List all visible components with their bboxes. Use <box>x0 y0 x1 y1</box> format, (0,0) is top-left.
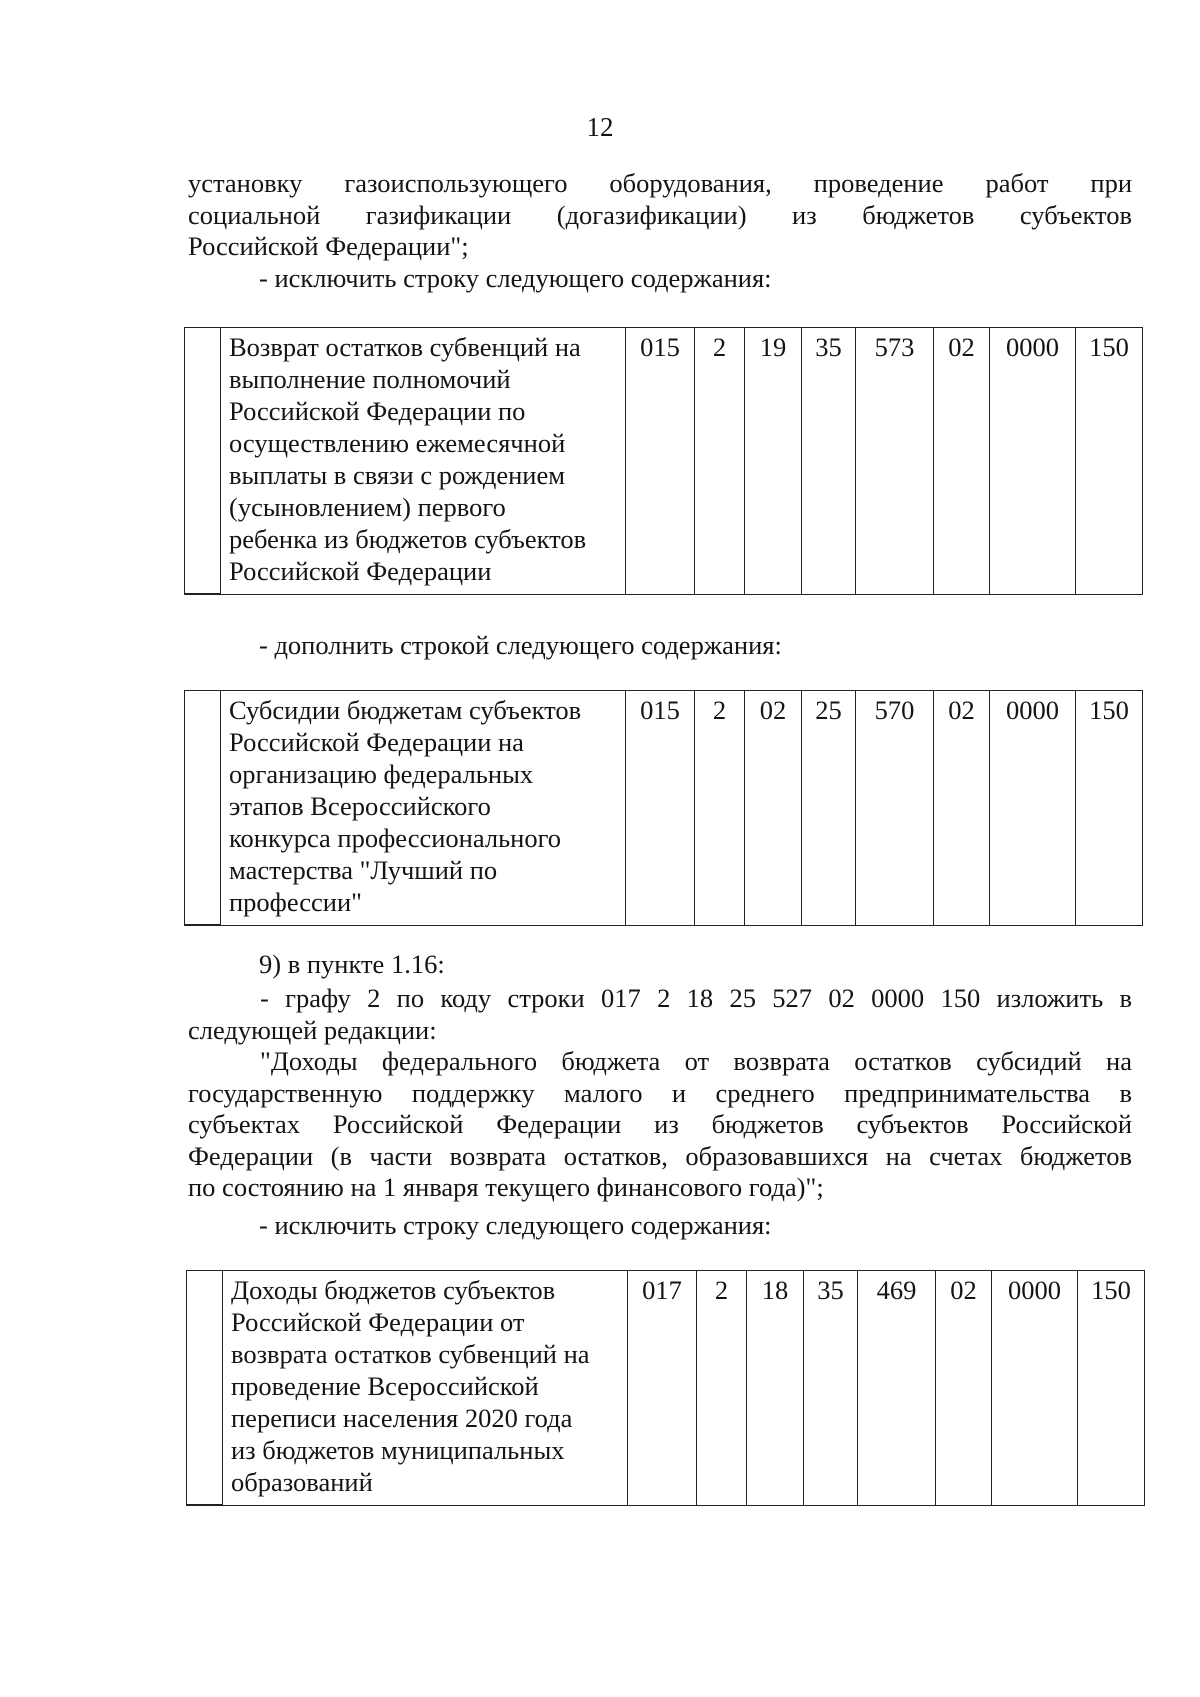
budget-table-3 <box>186 1270 1145 1506</box>
code-cell: 35 <box>804 1271 858 1506</box>
name-line: переписи населения 2020 года <box>231 1403 573 1433</box>
code-cell: 150 <box>1076 691 1143 926</box>
code-cell: 0000 <box>992 1271 1078 1506</box>
code-cell: 017 <box>628 1271 697 1506</box>
code-cell: 02 <box>745 691 802 926</box>
section9-paragraph <box>188 983 1132 1204</box>
code-cell: 573 <box>856 328 934 595</box>
name-line: профессии" <box>229 887 362 917</box>
name-line: образований <box>231 1467 373 1497</box>
instruction-append: - дополнить строкой следующего содержания: <box>259 630 782 660</box>
name-line: проведение Всероссийской <box>231 1371 539 1401</box>
code-cell: 570 <box>856 691 934 926</box>
graph-line: - графу 2 по коду строки 017 2 18 25 527 02 0000 150 изложить в <box>260 983 1132 1013</box>
code-cell: 35 <box>802 328 856 595</box>
code-cell: 0000 <box>990 328 1076 595</box>
name-line: Российской Федерации по <box>229 396 526 426</box>
quote-line: Федерации (в части возврата остатков, образовавшихся на счетах бюджетов <box>188 1140 1132 1171</box>
table-row <box>185 328 1143 595</box>
code-cell: 02 <box>936 1271 992 1506</box>
name-line: мастерства "Лучший по <box>229 855 498 885</box>
code-cell: 2 <box>695 691 745 926</box>
name-line: этапов Всероссийского <box>229 791 491 821</box>
name-line: выплаты в связи с рождением <box>229 460 566 490</box>
intro-line: социальной газификации (догазификации) из бюджетов субъектов <box>188 199 1132 230</box>
name-line: Возврат остатков субвенций на <box>229 332 581 362</box>
table-row <box>185 691 1143 926</box>
code-cell: 015 <box>626 328 695 595</box>
code-cell: 0000 <box>990 691 1076 926</box>
code-cell: 150 <box>1076 328 1143 595</box>
name-line: выполнение полномочий <box>229 364 511 394</box>
quote-line: "Доходы федерального бюджета от возврата остатков субсидий на <box>260 1046 1132 1076</box>
name-line: возврата остатков субвенций на <box>231 1339 590 1369</box>
code-cell: 19 <box>745 328 802 595</box>
blank-cell <box>185 328 221 595</box>
page-number: 12 <box>586 112 614 142</box>
name-line: осуществлению ежемесячной <box>229 428 566 458</box>
code-cell: 2 <box>695 328 745 595</box>
budget-table-2 <box>184 690 1143 926</box>
graph-line: следующей редакции: <box>188 1014 437 1045</box>
code-cell: 469 <box>858 1271 936 1506</box>
intro-paragraph <box>188 168 1132 263</box>
name-line: конкурса профессионального <box>229 823 562 853</box>
intro-line: установку газоиспользующего оборудования, проведение работ при <box>188 168 1132 198</box>
quote-line: государственную поддержку малого и среднего предпринимательства в <box>188 1077 1132 1108</box>
intro-line: Российской Федерации"; <box>188 231 469 261</box>
income-name-cell <box>223 1271 628 1506</box>
name-line: организацию федеральных <box>229 759 534 789</box>
blank-cell <box>187 1271 223 1506</box>
income-name-cell <box>221 691 626 926</box>
instruction-exclude-1: - исключить строку следующего содержания: <box>259 263 772 293</box>
name-line: ребенка из бюджетов субъектов <box>229 524 587 554</box>
name-line: Субсидии бюджетам субъектов <box>229 695 582 725</box>
quote-line: субъектах Российской Федерации из бюджетов субъектов Российской <box>188 1109 1132 1139</box>
name-line: Российской Федерации от <box>231 1307 525 1337</box>
name-line: Доходы бюджетов субъектов <box>231 1275 556 1305</box>
code-cell: 150 <box>1078 1271 1145 1506</box>
code-cell: 25 <box>802 691 856 926</box>
quote-line: по состоянию на 1 января текущего финансового года)"; <box>188 1172 824 1202</box>
budget-table-1 <box>184 327 1143 595</box>
name-line: (усыновлением) первого <box>229 492 506 522</box>
name-line: из бюджетов муниципальных <box>231 1435 565 1465</box>
name-line: Российской Федерации <box>229 556 492 586</box>
code-cell: 02 <box>934 328 990 595</box>
name-line: Российской Федерации на <box>229 727 524 757</box>
section-heading: 9) в пункте 1.16: <box>259 949 445 979</box>
code-cell: 015 <box>626 691 695 926</box>
income-name-cell <box>221 328 626 595</box>
code-cell: 18 <box>747 1271 804 1506</box>
code-cell: 2 <box>697 1271 747 1506</box>
code-cell: 02 <box>934 691 990 926</box>
blank-cell <box>185 691 221 926</box>
instruction-exclude-2: - исключить строку следующего содержания: <box>259 1210 772 1240</box>
table-row <box>187 1271 1145 1506</box>
